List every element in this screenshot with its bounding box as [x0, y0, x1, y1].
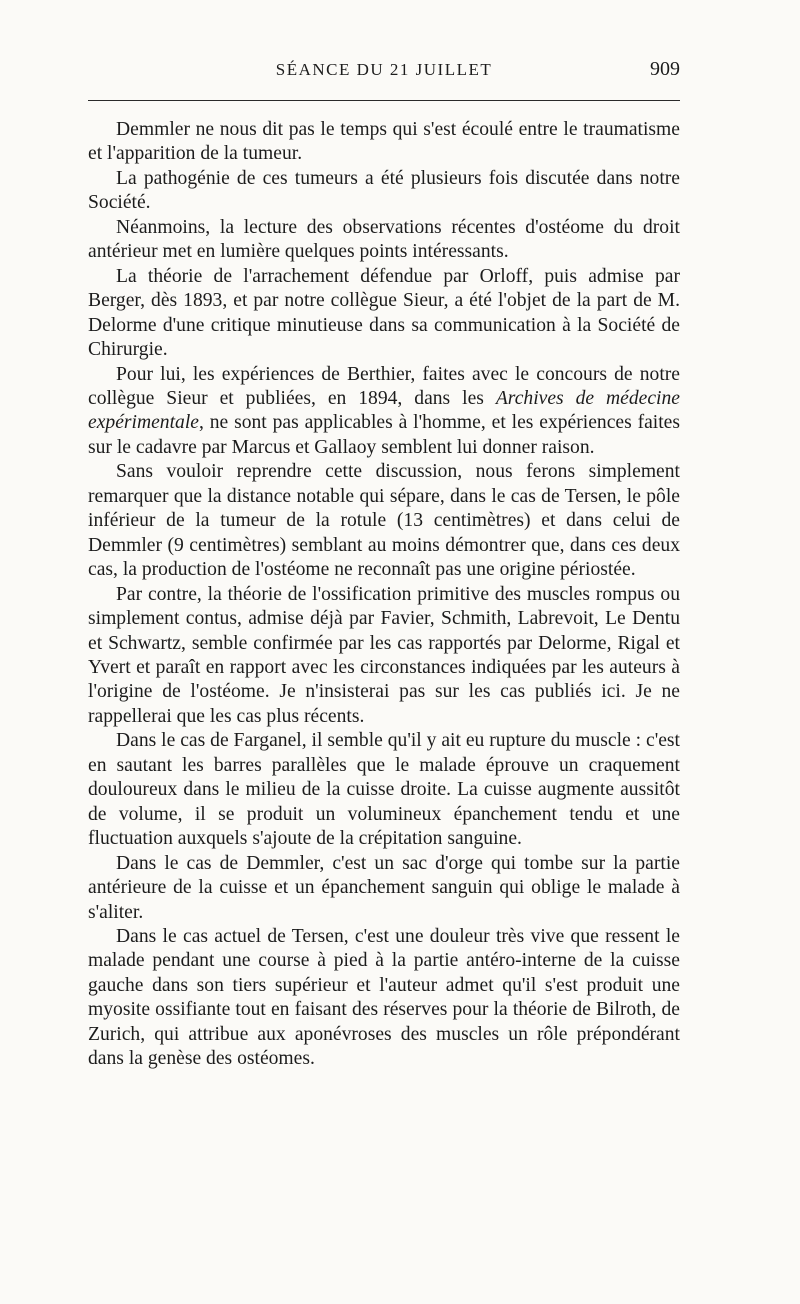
paragraph: Demmler ne nous dit pas le temps qui s'est écoulé entre le traumatisme et l'apparition de la tumeur. [88, 119, 680, 165]
paragraph: La pathogénie de ces tumeurs a été plusieurs fois discutée dans notre Société. [88, 167, 680, 214]
body-text [88, 118, 680, 1072]
paragraph: Par contre, la théorie de l'ossification primitive des muscles rompus ou simplement contus, admise déjà par Favier, Schmith, Labrevoit, Le Dentu et Schwartz, semble confirmée par les cas rapportés par Delorme, Rigal et Yvert et paraît en rapport avec les circonstances indiquées par les auteurs à l'origine de l'ostéome. Je n'insisterai pas sur les cas publiés ici. Je ne rappellerai que les cas plus récents. [88, 583, 680, 727]
header-title: SÉANCE DU 21 JUILLET [275, 60, 493, 79]
paragraph: La théorie de l'arrachement défendue par Orloff, puis admise par Berger, dès 1893, et par notre collègue Sieur, a été l'objet de la part de M. Delorme d'une critique minutieuse dans sa communication à la Société de Chirurgie. [88, 265, 680, 361]
paragraph: Dans le cas de Farganel, il semble qu'il y ait eu rupture du muscle : c'est en sautant les barres parallèles que le malade éprouve un craquement douloureux dans le milieu de la cuisse droite. La cuisse augmente aussitôt de volume, il se produit un volumineux épanchement tendu et une fluctuation auxquels s'ajoute de la crépitation sanguine. [88, 730, 680, 850]
page-number: 909 [650, 58, 680, 80]
paragraph: Sans vouloir reprendre cette discussion, nous ferons simplement remarquer que la distance notable qui sépare, dans le cas de Tersen, le pôle inférieur de la tumeur de la rotule (13 centimètres) et dans celui de Demmler (9 centimètres) semblant au moins démontrer que, dans ces deux cas, la production de l'ostéome ne reconnaît pas une origine périostée. [88, 461, 680, 581]
paragraph [88, 363, 680, 461]
paragraph: Néanmoins, la lecture des observations récentes d'ostéome du droit antérieur met en lumière quelques points intéressants. [88, 216, 680, 263]
paragraph-text: Pour lui, les expériences de Berthier, faites avec le concours de notre collègue Sieur et publiées, en 1894, dans les [88, 363, 680, 409]
paragraph-text: , ne sont pas applicables à l'homme, et les expériences faites sur le cadavre par Marcus et Gallaoy semblent lui donner raison. [88, 412, 680, 458]
running-header [88, 58, 680, 88]
journal-title: Archives de médecine expérimentale [88, 387, 680, 434]
paragraph: Dans le cas actuel de Tersen, c'est une douleur très vive que ressent le malade pendant une course à pied à la partie antéro-interne de la cuisse gauche dans son tiers supérieur et l'auteur admet qu'il s'est produit une myosite ossifiante tout en faisant des réserves pour la théorie de Bilroth, de Zurich, qui attribue aux aponévroses des muscles un rôle prépondérant dans la genèse des ostéomes. [88, 925, 680, 1070]
header-rule [88, 100, 680, 101]
paragraph: Dans le cas de Demmler, c'est un sac d'orge qui tombe sur la partie antérieure de la cuisse et un épanchement sanguin qui oblige le malade à s'aliter. [88, 852, 680, 923]
